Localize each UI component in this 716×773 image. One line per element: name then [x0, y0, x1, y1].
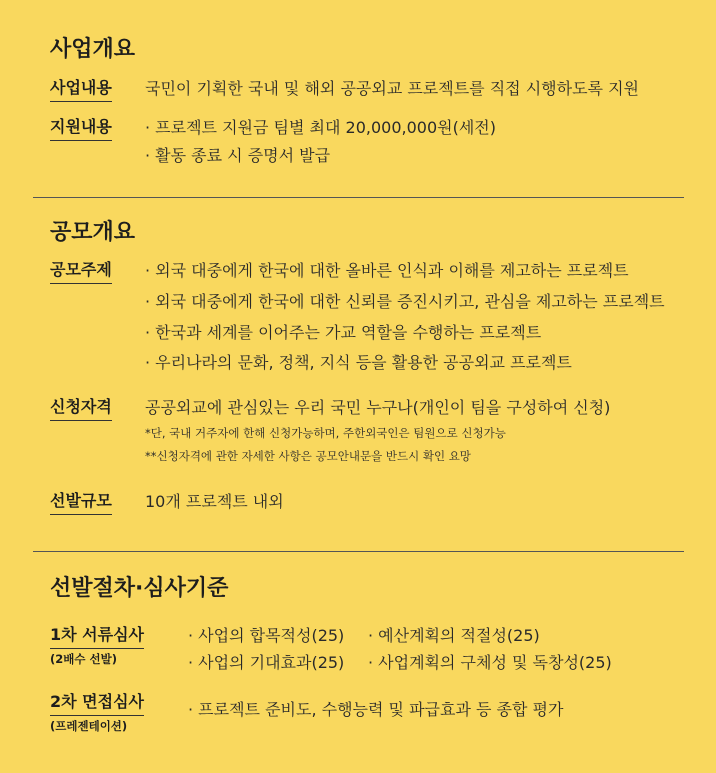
contest-scale-label: 선발규모	[50, 488, 112, 515]
support-item: · 프로젝트 지원금 팀별 최대 20,000,000원(세전)	[145, 118, 496, 137]
round2-label: 2차 면접심사	[50, 689, 144, 716]
divider	[33, 197, 684, 198]
theme-item: · 우리나라의 문화, 정책, 지식 등을 활용한 공공외교 프로젝트	[145, 353, 572, 372]
round1-item: · 사업의 합목적성(25)	[188, 626, 345, 645]
round1-item: · 사업의 기대효과(25)	[188, 653, 345, 672]
theme-item: · 외국 대중에게 한국에 대한 신뢰를 증진시키고, 관심을 제고하는 프로젝트	[145, 292, 665, 311]
support-item: · 활동 종료 시 증명서 발급	[145, 146, 331, 165]
overview-content-label: 사업내용	[50, 75, 112, 102]
round2-sub: (프레젠테이션)	[50, 719, 128, 733]
overview-support-label: 지원내용	[50, 114, 112, 141]
eligibility-note: **신청자격에 관한 자세한 사항은 공모안내문을 반드시 확인 요망	[145, 449, 471, 463]
round1-item: · 사업계획의 구체성 및 독창성(25)	[368, 653, 612, 672]
theme-item: · 한국과 세계를 이어주는 가교 역할을 수행하는 프로젝트	[145, 323, 542, 342]
round1-label: 1차 서류심사	[50, 622, 144, 649]
selection-title: 선발절차·심사기준	[50, 576, 229, 601]
round1-item: · 예산계획의 적절성(25)	[368, 626, 540, 645]
scale-text: 10개 프로젝트 내외	[145, 492, 284, 511]
contest-title: 공모개요	[50, 220, 136, 245]
round1-sub: (2배수 선발)	[50, 652, 117, 666]
overview-content-text: 국민이 기획한 국내 및 해외 공공외교 프로젝트를 직접 시행하도록 지원	[145, 79, 639, 98]
contest-theme-label: 공모주제	[50, 257, 112, 284]
round2-text: · 프로젝트 준비도, 수행능력 및 파급효과 등 종합 평가	[188, 700, 564, 719]
contest-eligibility-label: 신청자격	[50, 394, 112, 421]
overview-title: 사업개요	[50, 37, 136, 62]
eligibility-text: 공공외교에 관심있는 우리 국민 누구나(개인이 팀을 구성하여 신청)	[145, 398, 611, 417]
theme-item: · 외국 대중에게 한국에 대한 올바른 인식과 이해를 제고하는 프로젝트	[145, 261, 629, 280]
eligibility-note: *단, 국내 거주자에 한해 신청가능하며, 주한외국인은 팀원으로 신청가능	[145, 426, 506, 440]
divider	[33, 551, 684, 552]
